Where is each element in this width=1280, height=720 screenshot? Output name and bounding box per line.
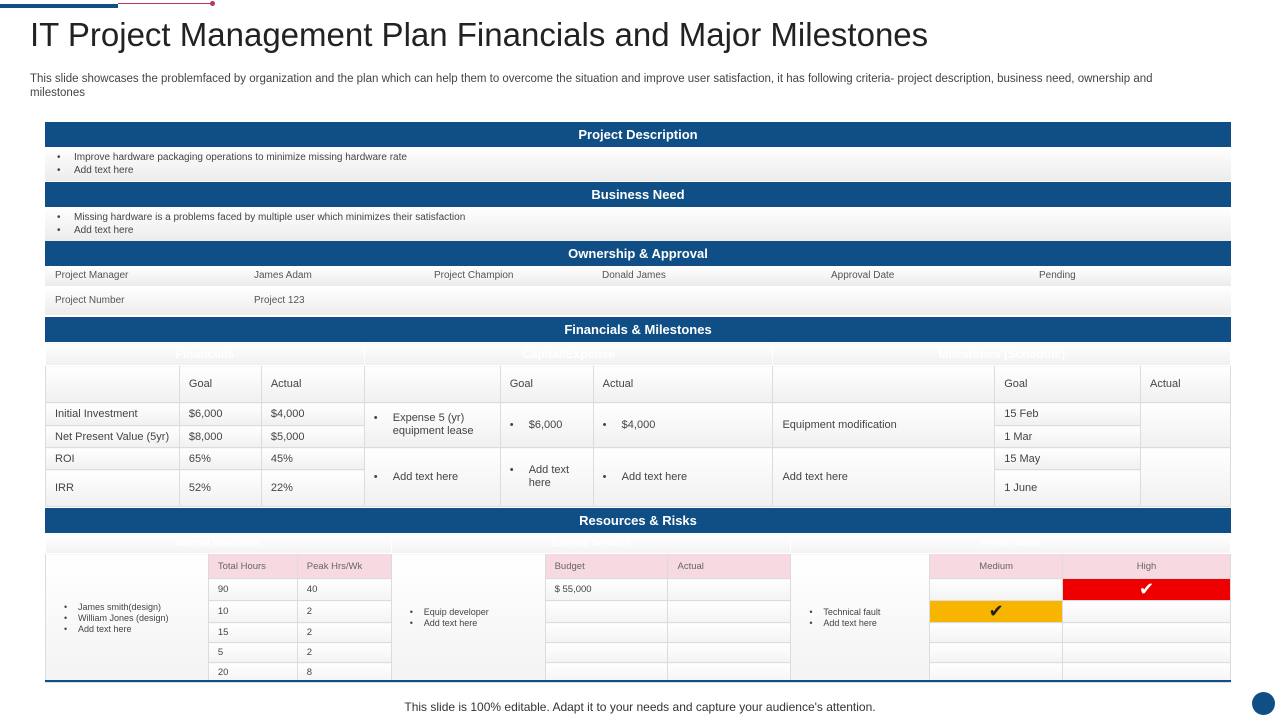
medium-risk-check-cell [930,601,1063,623]
financials-corner [46,366,180,403]
list-item: • Add text here [64,624,208,635]
milestones-corner [773,366,995,403]
list-item: • Add text here [57,224,1231,237]
financials-row-label: IRR [46,470,180,507]
financials-row-actual: $5,000 [261,426,364,448]
financials-row-goal: 52% [179,470,261,507]
milestone-row-goal: 1 Mar [995,426,1141,448]
medium-risk-cell [930,643,1063,663]
total-hours-cell: 5 [208,643,297,663]
project-risks-header: Project Risks [791,534,1231,554]
check-icon: ✔ [1139,579,1155,599]
ownership-row-2 [45,287,1231,315]
financials-goal-header: Goal [179,366,261,403]
external-items-list [392,607,545,629]
external-actual-cell [668,601,791,623]
check-icon: ✔ [988,601,1004,621]
total-hours-cell: 10 [208,601,297,623]
capital-expense-header: Capital/Expense [364,343,773,366]
risk-items-list [791,607,929,629]
project-manager-label: Project Manager [55,270,129,281]
high-risk-header: High [1063,554,1231,579]
capital-row-goal: • Add text here [500,448,593,507]
total-hours-header: Total Hours [208,554,297,579]
project-description-list [45,151,1231,177]
list-item: • Technical fault [809,607,929,618]
capital-row-label: • Expense 5 (yr) equipment lease [364,403,500,448]
capital-row-label-text: Add text here [392,471,459,483]
financials-row-label: Net Present Value (5yr) [46,426,180,448]
budget-cell [545,601,668,623]
financials-actual-header: Actual [261,366,364,403]
external-actual-cell [668,643,791,663]
capital-goal-header: Goal [500,366,593,403]
internal-people-list [46,602,208,635]
page-title: IT Project Management Plan Financials and Major Milestones [30,16,929,53]
list-item: • Missing hardware is a problems faced by multiple user which minimizes their satisfaction [57,211,1231,224]
list-item: • James smith(design) [64,602,208,613]
financials-row-goal: $8,000 [179,426,261,448]
top-accent-thin-line [118,3,212,4]
milestone-row-label: Add text here [773,448,995,507]
capital-row-actual-text: Add text here [621,471,688,483]
capital-row-actual: • Add text here [593,448,773,507]
list-item: • Add text here [410,618,545,629]
total-hours-cell: 15 [208,623,297,643]
resources-risks-header: Resources & Risks [45,508,1231,533]
financials-milestones-table [45,342,1231,507]
milestone-row-goal: 15 Feb [995,403,1141,426]
top-accent-line [0,4,118,8]
budget-cell [545,623,668,643]
top-accent-dot [210,1,215,6]
footer-note: This slide is 100% editable. Adapt it to your needs and capture your audience's attention. [404,700,876,714]
milestones-actual-header: Actual [1141,366,1231,403]
medium-risk-header: Medium [930,554,1063,579]
milestone-row-label: Equipment modification [773,403,995,448]
external-actual-header: Actual [668,554,791,579]
financials-row-goal: $6,000 [179,403,261,426]
peak-hours-cell: 40 [297,579,391,601]
external-items-cell [391,554,545,683]
capital-actual-header: Actual [593,366,773,403]
list-item: • Improve hardware packaging operations to minimize missing hardware rate [57,151,1231,164]
external-actual-cell [668,623,791,643]
project-number-label: Project Number [55,295,125,306]
peak-hours-cell: 8 [297,663,391,683]
financials-row-actual: $4,000 [261,403,364,426]
milestones-header: Milestones (Schedule) [773,343,1231,366]
peak-hours-cell: 2 [297,601,391,623]
milestone-row-goal: 15 May [995,448,1141,470]
approval-date-value: Pending [1039,270,1076,281]
internal-people-cell [46,554,209,683]
capital-row-label: • Add text here [364,448,500,507]
financials-milestones-header: Financials & Milestones [45,317,1231,342]
high-risk-check-cell [1063,579,1231,601]
milestone-row-goal: 1 June [995,470,1141,507]
business-need-list [45,211,1231,237]
capital-row-goal: • $6,000 [500,403,593,448]
budget-header: Budget [545,554,668,579]
financials-row-label: ROI [46,448,180,470]
business-need-header: Business Need [45,182,1231,207]
list-item: • Add text here [57,164,1231,177]
project-description-body [45,147,1231,181]
peak-hours-cell: 2 [297,643,391,663]
budget-cell [545,643,668,663]
list-item: • Equip developer [410,607,545,618]
list-item: • Add text here [809,618,929,629]
project-description-header: Project Description [45,122,1231,147]
project-champion-label: Project Champion [434,270,514,281]
total-hours-cell: 20 [208,663,297,683]
high-risk-cell [1063,643,1231,663]
high-risk-cell [1063,623,1231,643]
medium-risk-cell [930,579,1063,601]
medium-risk-cell [930,623,1063,643]
capital-row-actual-text: $4,000 [621,419,656,431]
total-hours-cell: 90 [208,579,297,601]
financials-row-goal: 65% [179,448,261,470]
milestones-goal-header: Goal [995,366,1141,403]
ownership-header: Ownership & Approval [45,241,1231,266]
peak-hours-cell: 2 [297,623,391,643]
financials-row-actual: 45% [261,448,364,470]
page-subtitle: This slide showcases the problemfaced by organization and the plan which can help them to overcome the situation and improve user satisfaction, it has following criteria- project description, business need, ownership and milestones [30,73,1153,99]
bottom-divider [45,680,1231,682]
milestone-row-actual [1141,448,1231,507]
milestone-row-actual [1141,403,1231,448]
capital-row-label-text: Expense 5 (yr) equipment lease [392,412,474,437]
project-number-value: Project 123 [254,295,305,306]
peak-hours-header: Peak Hrs/Wk [297,554,391,579]
capital-corner [364,366,500,403]
capital-row-goal-text: Add text here [528,464,570,489]
risk-items-cell [791,554,930,683]
high-risk-cell [1063,601,1231,623]
list-item: • William Jones (design) [64,613,208,624]
financials-row-actual: 22% [261,470,364,507]
resources-risks-table [45,533,1231,683]
approval-date-label: Approval Date [831,270,895,281]
project-champion-value: Donald James [602,270,666,281]
external-services-header: External Services [391,534,791,554]
capital-row-goal-text: $6,000 [528,419,563,431]
external-actual-cell [668,579,791,601]
business-need-body [45,207,1231,241]
internal-resources-header: Internal Resources [46,534,392,554]
capital-row-actual: • $4,000 [593,403,773,448]
budget-cell: $ 55,000 [545,579,668,601]
financials-header: Financials [46,343,365,366]
corner-circle-icon [1252,692,1275,715]
financials-row-label: Initial Investment [46,403,180,426]
project-manager-value: James Adam [254,270,312,281]
